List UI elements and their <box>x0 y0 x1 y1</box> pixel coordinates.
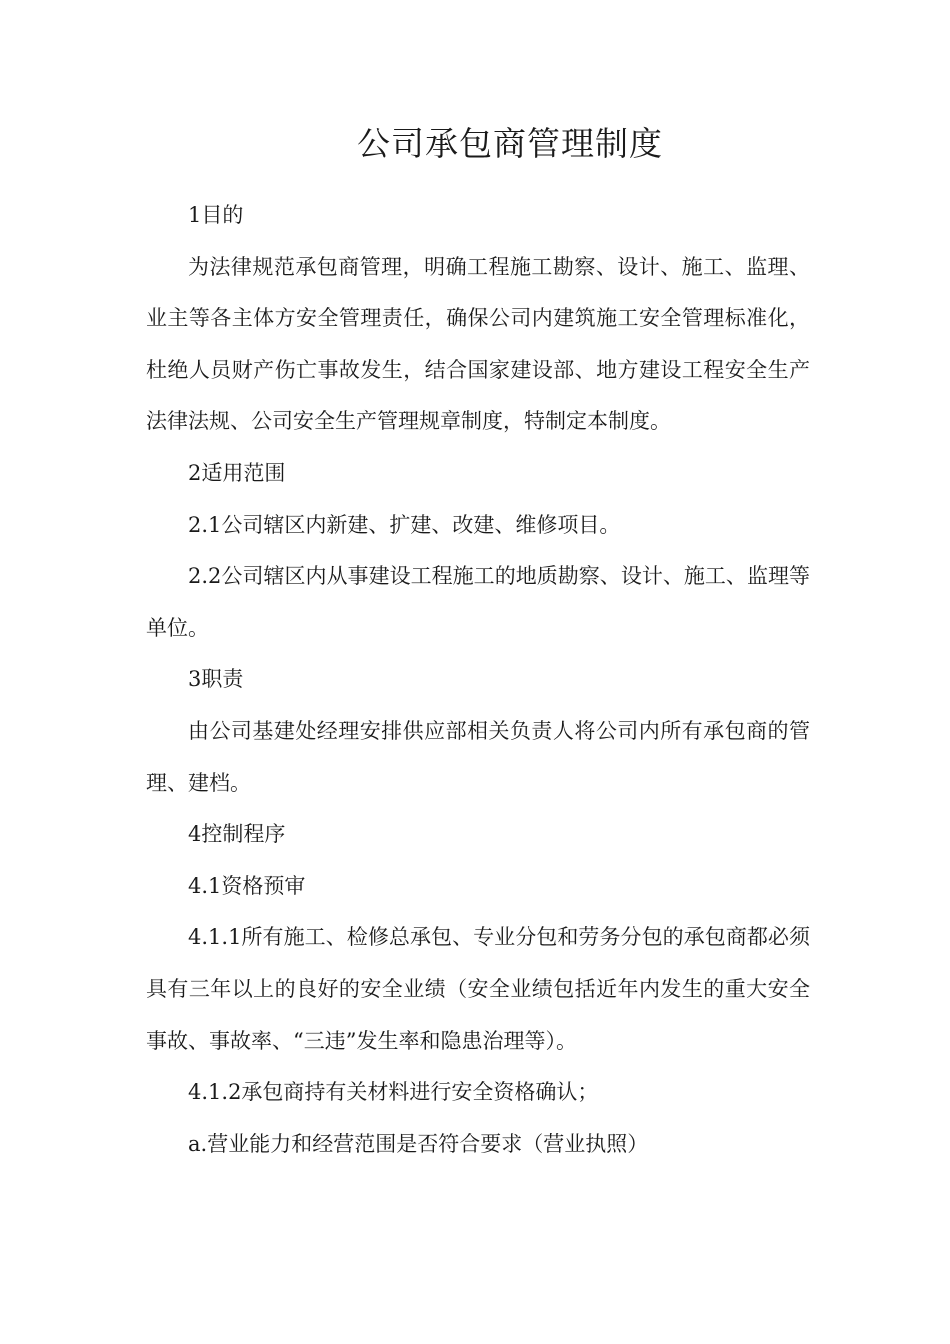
paragraph-purpose: 为法律规范承包商管理，明确工程施工勘察、设计、施工、监理、业主等各主体方安全管理责任，确保公司内建筑施工安全管理标准化，杜绝人员财产伤亡事故发生，结合国家建设部、地方建设工程安全生产法律法规、公司安全生产管理规章制度，特制定本制度。 <box>146 254 810 434</box>
list-item-a: a.营业能力和经营范围是否符合要求（营业执照） <box>188 1131 649 1156</box>
document-body <box>146 190 810 1170</box>
paragraph-4-1-1: 4.1.1所有施工、检修总承包、专业分包和劳务分包的承包商都必须具有三年以上的良好的安全业绩（安全业绩包括近年内发生的重大安全事故、事故率、“三违”发生率和隐患治理等）。 <box>146 925 810 1053</box>
section-heading-duties: 3职责 <box>188 667 244 692</box>
section-heading-scope: 2适用范围 <box>188 460 286 485</box>
section-heading-purpose: 1目的 <box>188 203 244 227</box>
document-title: 公司承包商管理制度 <box>357 124 663 163</box>
paragraph-scope-2-2: 2.2公司辖区内从事建设工程施工的地质勘察、设计、施工、监理等单位。 <box>146 564 810 640</box>
paragraph-duties: 由公司基建处经理安排供应部相关负责人将公司内所有承包商的管理、建档。 <box>146 718 810 795</box>
paragraph-4-1-2: 4.1.2承包商持有关材料进行安全资格确认； <box>188 1080 599 1105</box>
subsection-heading-prequalification: 4.1资格预审 <box>188 873 306 898</box>
paragraph-scope-2-1: 2.1公司辖区内新建、扩建、改建、维修项目。 <box>188 512 621 537</box>
section-heading-control: 4控制程序 <box>188 822 286 847</box>
